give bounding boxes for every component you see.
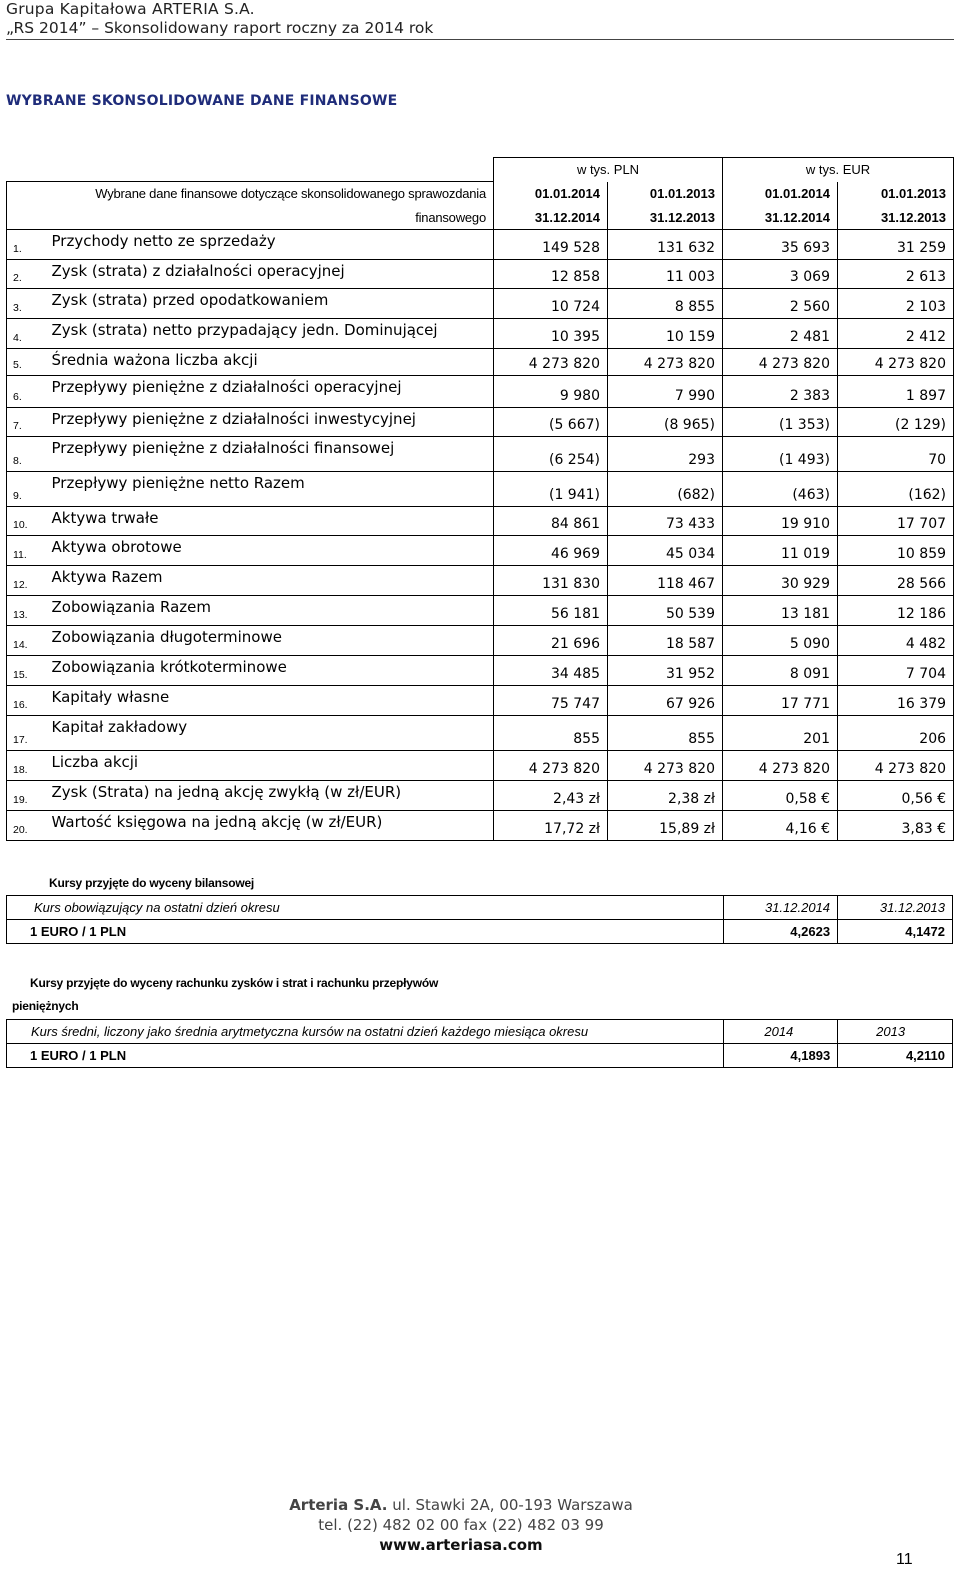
value-cell: 45 034	[608, 536, 723, 566]
row-label: Aktywa obrotowe	[42, 536, 494, 566]
value-cell: 3,83 €	[838, 811, 954, 841]
value-cell: 10 859	[838, 536, 954, 566]
value-cell: 17 771	[723, 686, 838, 716]
currency-pln: w tys. PLN	[494, 158, 723, 182]
table-row	[7, 686, 954, 716]
value-cell: 4 273 820	[723, 751, 838, 781]
row-label: Zobowiązania Razem	[42, 596, 494, 626]
value-cell: 73 433	[608, 507, 723, 536]
value-cell: 118 467	[608, 566, 723, 596]
value-cell: 4 273 820	[494, 349, 608, 376]
pl-rates-col2: 2013	[838, 1020, 953, 1044]
value-cell: 293	[608, 437, 723, 472]
row-number: 15.	[7, 656, 42, 686]
value-cell: 13 181	[723, 596, 838, 626]
value-cell: 2 613	[838, 260, 954, 289]
table-row	[7, 319, 954, 349]
row-label: Aktywa trwałe	[42, 507, 494, 536]
table-row	[7, 349, 954, 376]
table-row	[7, 472, 954, 507]
table-row	[7, 408, 954, 437]
value-cell: 31 952	[608, 656, 723, 686]
value-cell: (5 667)	[494, 408, 608, 437]
table-row	[7, 437, 954, 472]
table-row	[7, 289, 954, 319]
value-cell: 10 159	[608, 319, 723, 349]
pl-rate-2014: 4,1893	[724, 1044, 838, 1068]
table-row	[7, 536, 954, 566]
header-blank	[7, 158, 494, 182]
value-cell: 1 897	[838, 376, 954, 408]
value-cell: (6 254)	[494, 437, 608, 472]
value-cell: 0,56 €	[838, 781, 954, 811]
value-cell: 46 969	[494, 536, 608, 566]
row-number: 10.	[7, 507, 42, 536]
row-number: 20.	[7, 811, 42, 841]
row-number: 13.	[7, 596, 42, 626]
value-cell: 9 980	[494, 376, 608, 408]
value-cell: 11 019	[723, 536, 838, 566]
period-start: 01.01.2013	[838, 182, 954, 206]
value-cell: 855	[494, 716, 608, 751]
value-cell: 206	[838, 716, 954, 751]
row-number: 11.	[7, 536, 42, 566]
row-number: 18.	[7, 751, 42, 781]
pl-rates-table	[6, 1019, 953, 1068]
financial-data-table	[6, 157, 954, 841]
table-row	[7, 260, 954, 289]
value-cell: 8 091	[723, 656, 838, 686]
period-start: 01.01.2014	[494, 182, 608, 206]
row-label: Liczba akcji	[42, 751, 494, 781]
balance-rates-label: Kurs obowiązujący na ostatni dzień okresu	[7, 896, 724, 920]
row-label: Aktywa Razem	[42, 566, 494, 596]
value-cell: 31 259	[838, 230, 954, 260]
section-title: WYBRANE SKONSOLIDOWANE DANE FINANSOWE	[6, 93, 398, 109]
value-cell: 8 855	[608, 289, 723, 319]
table-row	[7, 626, 954, 656]
period-end: 31.12.2014	[723, 206, 838, 230]
table-row	[7, 507, 954, 536]
table-row	[7, 656, 954, 686]
value-cell: 7 704	[838, 656, 954, 686]
value-cell: 201	[723, 716, 838, 751]
currency-eur: w tys. EUR	[723, 158, 954, 182]
pl-rate-label: 1 EURO / 1 PLN	[7, 1044, 724, 1068]
table-row	[7, 781, 954, 811]
value-cell: 149 528	[494, 230, 608, 260]
value-cell: 17 707	[838, 507, 954, 536]
value-cell: 75 747	[494, 686, 608, 716]
row-label: Zobowiązania krótkoterminowe	[42, 656, 494, 686]
balance-rate-2014: 4,2623	[724, 920, 838, 944]
value-cell: 30 929	[723, 566, 838, 596]
row-number: 7.	[7, 408, 42, 437]
row-label: Średnia ważona liczba akcji	[42, 349, 494, 376]
value-cell: 17,72 zł	[494, 811, 608, 841]
page-footer	[0, 1495, 922, 1555]
value-cell: 2 103	[838, 289, 954, 319]
balance-rates-header	[7, 896, 953, 920]
row-label: Przychody netto ze sprzedaży	[42, 230, 494, 260]
footer-website: www.arteriasa.com	[379, 1536, 543, 1554]
footer-address-line	[0, 1495, 922, 1515]
row-number: 12.	[7, 566, 42, 596]
value-cell: 855	[608, 716, 723, 751]
value-cell: 70	[838, 437, 954, 472]
value-cell: 67 926	[608, 686, 723, 716]
pl-rates-label: Kurs średni, liczony jako średnia arytmetyczna kursów na ostatni dzień każdego miesiąca okresu	[7, 1020, 724, 1044]
value-cell: 35 693	[723, 230, 838, 260]
row-label: Zysk (strata) netto przypadający jedn. Dominującej	[42, 319, 494, 349]
row-number: 1.	[7, 230, 42, 260]
value-cell: 131 830	[494, 566, 608, 596]
value-cell: 12 186	[838, 596, 954, 626]
period-end: 31.12.2013	[608, 206, 723, 230]
row-number: 3.	[7, 289, 42, 319]
value-cell: 16 379	[838, 686, 954, 716]
value-cell: 28 566	[838, 566, 954, 596]
value-cell: 34 485	[494, 656, 608, 686]
header-label-line1: Wybrane dane finansowe dotyczące skonsolidowanego sprawozdania	[7, 182, 494, 206]
footer-address: ul. Stawki 2A, 00-193 Warszawa	[392, 1496, 633, 1514]
page-number: 11	[896, 1551, 913, 1568]
value-cell: 0,58 €	[723, 781, 838, 811]
row-number: 4.	[7, 319, 42, 349]
balance-rates-col1: 31.12.2014	[724, 896, 838, 920]
period-end: 31.12.2014	[494, 206, 608, 230]
value-cell: 2 383	[723, 376, 838, 408]
company-name: Grupa Kapitałowa ARTERIA S.A.	[6, 0, 255, 18]
table-row	[7, 230, 954, 260]
pl-rates-col1: 2014	[724, 1020, 838, 1044]
row-label: Zysk (strata) przed opodatkowaniem	[42, 289, 494, 319]
row-label: Kapitały własne	[42, 686, 494, 716]
value-cell: 18 587	[608, 626, 723, 656]
table-row	[7, 751, 954, 781]
row-number: 16.	[7, 686, 42, 716]
balance-rates-row	[7, 920, 953, 944]
value-cell: (1 941)	[494, 472, 608, 507]
currency-header-row	[7, 158, 954, 182]
pl-rates-header	[7, 1020, 953, 1044]
row-number: 5.	[7, 349, 42, 376]
value-cell: (682)	[608, 472, 723, 507]
balance-rate-2013: 4,1472	[838, 920, 953, 944]
value-cell: 4 273 820	[838, 751, 954, 781]
value-cell: 2,43 zł	[494, 781, 608, 811]
table-row	[7, 566, 954, 596]
value-cell: 2 481	[723, 319, 838, 349]
value-cell: 4,16 €	[723, 811, 838, 841]
period-start: 01.01.2014	[723, 182, 838, 206]
table-row	[7, 376, 954, 408]
value-cell: (1 493)	[723, 437, 838, 472]
row-label: Zobowiązania długoterminowe	[42, 626, 494, 656]
value-cell: 50 539	[608, 596, 723, 626]
footer-phones: tel. (22) 482 02 00 fax (22) 482 03 99	[318, 1516, 604, 1534]
balance-rate-label: 1 EURO / 1 PLN	[7, 920, 724, 944]
value-cell: 56 181	[494, 596, 608, 626]
pl-rates-row	[7, 1044, 953, 1068]
row-label: Zysk (Strata) na jedną akcję zwykłą (w zł/EUR)	[42, 781, 494, 811]
value-cell: 21 696	[494, 626, 608, 656]
balance-rates-col2: 31.12.2013	[838, 896, 953, 920]
value-cell: (8 965)	[608, 408, 723, 437]
page-header	[6, 0, 954, 40]
period-start: 01.01.2013	[608, 182, 723, 206]
row-label: Kapitał zakładowy	[42, 716, 494, 751]
value-cell: 2,38 zł	[608, 781, 723, 811]
row-number: 19.	[7, 781, 42, 811]
value-cell: 84 861	[494, 507, 608, 536]
row-number: 6.	[7, 376, 42, 408]
value-cell: 3 069	[723, 260, 838, 289]
row-label: Wartość księgowa na jedną akcję (w zł/EUR)	[42, 811, 494, 841]
value-cell: 5 090	[723, 626, 838, 656]
value-cell: 10 724	[494, 289, 608, 319]
row-label: Przepływy pieniężne z działalności inwestycyjnej	[42, 408, 494, 437]
row-label: Przepływy pieniężne z działalności finansowej	[42, 437, 494, 472]
table-row	[7, 811, 954, 841]
value-cell: 12 858	[494, 260, 608, 289]
value-cell: 11 003	[608, 260, 723, 289]
period-end-row	[7, 206, 954, 230]
value-cell: 4 273 820	[723, 349, 838, 376]
value-cell: 4 273 820	[608, 349, 723, 376]
value-cell: 4 273 820	[838, 349, 954, 376]
row-number: 9.	[7, 472, 42, 507]
footer-company: Arteria S.A.	[289, 1496, 388, 1514]
value-cell: (2 129)	[838, 408, 954, 437]
value-cell: 131 632	[608, 230, 723, 260]
value-cell: (1 353)	[723, 408, 838, 437]
row-number: 2.	[7, 260, 42, 289]
row-label: Przepływy pieniężne netto Razem	[42, 472, 494, 507]
row-number: 17.	[7, 716, 42, 751]
table-row	[7, 716, 954, 751]
value-cell: 4 482	[838, 626, 954, 656]
value-cell: 2 560	[723, 289, 838, 319]
value-cell: 19 910	[723, 507, 838, 536]
table-row	[7, 596, 954, 626]
value-cell: 4 273 820	[608, 751, 723, 781]
period-end: 31.12.2013	[838, 206, 954, 230]
pl-rate-2013: 4,2110	[838, 1044, 953, 1068]
header-label-line2: finansowego	[7, 206, 494, 230]
value-cell: 4 273 820	[494, 751, 608, 781]
row-number: 14.	[7, 626, 42, 656]
pl-rates-title-line2: pieniężnych	[12, 999, 79, 1013]
row-number: 8.	[7, 437, 42, 472]
value-cell: 10 395	[494, 319, 608, 349]
value-cell: 2 412	[838, 319, 954, 349]
value-cell: (162)	[838, 472, 954, 507]
value-cell: (463)	[723, 472, 838, 507]
balance-rates-title: Kursy przyjęte do wyceny bilansowej	[49, 876, 255, 890]
balance-rates-table	[6, 895, 953, 944]
report-title: „RS 2014” – Skonsolidowany raport roczny za 2014 rok	[6, 19, 434, 37]
pl-rates-title-line1: Kursy przyjęte do wyceny rachunku zysków i strat i rachunku przepływów	[30, 976, 439, 990]
period-start-row	[7, 182, 954, 206]
row-label: Zysk (strata) z działalności operacyjnej	[42, 260, 494, 289]
row-label: Przepływy pieniężne z działalności operacyjnej	[42, 376, 494, 408]
value-cell: 7 990	[608, 376, 723, 408]
value-cell: 15,89 zł	[608, 811, 723, 841]
